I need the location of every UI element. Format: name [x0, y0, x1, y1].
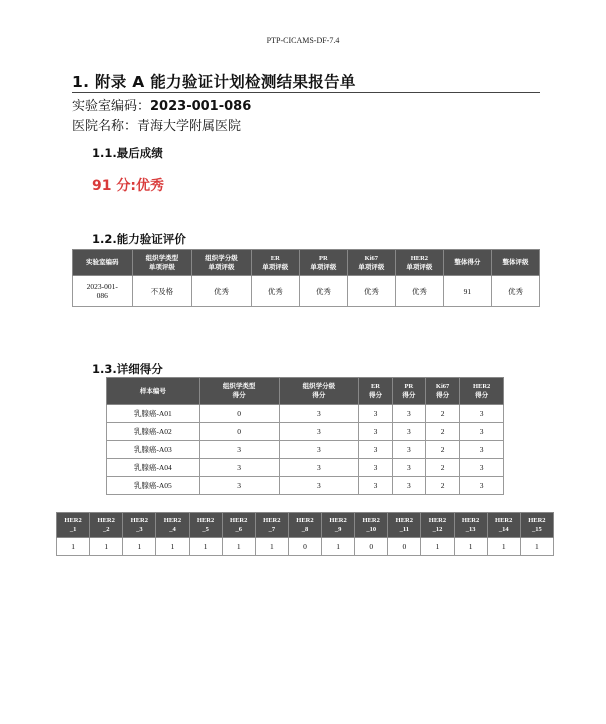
her2-value-cell-15: 1: [520, 538, 553, 556]
her2-value-cell-3: 1: [123, 538, 156, 556]
evaluation-cell-1: 不及格: [132, 276, 192, 307]
detail-cell-0-6: 3: [460, 405, 504, 423]
her2-header-cell-14: HER2 _14: [487, 513, 520, 538]
detail-cell-2-5: 2: [426, 441, 460, 459]
detail-row: [107, 405, 504, 423]
evaluation-header-cell-4: PR 单项评级: [299, 250, 347, 276]
her2-header-cell-3: HER2 _3: [123, 513, 156, 538]
her2-value-cell-13: 1: [454, 538, 487, 556]
her2-header-cell-15: HER2 _15: [520, 513, 553, 538]
detail-cell-2-2: 3: [279, 441, 359, 459]
her2-header-cell-4: HER2 _4: [156, 513, 189, 538]
detail-header-cell-6: HER2 得分: [460, 378, 504, 405]
her2-value-cell-10: 0: [355, 538, 388, 556]
evaluation-cell-8: 优秀: [491, 276, 539, 307]
detail-cell-1-0: 乳腺癌-A02: [107, 423, 200, 441]
her2-value-cell-6: 1: [222, 538, 255, 556]
her2-header-cell-11: HER2 _11: [388, 513, 421, 538]
detail-cell-1-2: 3: [279, 423, 359, 441]
her2-value-cell-4: 1: [156, 538, 189, 556]
her2-value-cell-12: 1: [421, 538, 454, 556]
detail-header-cell-1: 组织学类型 得分: [199, 378, 279, 405]
her2-header-row: [57, 513, 554, 538]
detail-cell-0-4: 3: [392, 405, 425, 423]
detail-cell-4-1: 3: [199, 477, 279, 495]
evaluation-header-row: [73, 250, 540, 276]
her2-header-cell-5: HER2 _5: [189, 513, 222, 538]
her2-value-cell-11: 0: [388, 538, 421, 556]
detail-cell-0-1: 0: [199, 405, 279, 423]
detail-cell-4-4: 3: [392, 477, 425, 495]
detail-cell-0-0: 乳腺癌-A01: [107, 405, 200, 423]
detail-header-cell-0: 样本编号: [107, 378, 200, 405]
hospital-value: 青海大学附属医院: [137, 119, 242, 134]
detail-row: [107, 423, 504, 441]
her2-header-cell-13: HER2 _13: [454, 513, 487, 538]
evaluation-cell-2: 优秀: [192, 276, 252, 307]
detail-cell-2-1: 3: [199, 441, 279, 459]
evaluation-header-cell-5: Ki67 单项评级: [347, 250, 395, 276]
detail-header-cell-3: ER 得分: [359, 378, 392, 405]
her2-header-cell-6: HER2 _6: [222, 513, 255, 538]
section-detail-heading: 1.3.详细得分: [92, 362, 163, 376]
detail-row: [107, 459, 504, 477]
detail-cell-4-5: 2: [426, 477, 460, 495]
detail-cell-3-1: 3: [199, 459, 279, 477]
detail-cell-1-4: 3: [392, 423, 425, 441]
evaluation-header-cell-7: 整体得分: [443, 250, 491, 276]
her2-header-cell-2: HER2 _2: [90, 513, 123, 538]
evaluation-cell-5: 优秀: [347, 276, 395, 307]
detail-cell-3-6: 3: [460, 459, 504, 477]
evaluation-header-cell-3: ER 单项评级: [251, 250, 299, 276]
lab-code-line: [72, 95, 251, 114]
evaluation-cell-7: 91: [443, 276, 491, 307]
page-title: 1. 附录 A 能力验证计划检测结果报告单: [72, 73, 356, 91]
her2-header-cell-12: HER2 _12: [421, 513, 454, 538]
detail-cell-3-4: 3: [392, 459, 425, 477]
her2-score-table: [56, 512, 554, 556]
detail-score-table: [106, 377, 504, 495]
evaluation-header-cell-1: 组织学类型 单项评级: [132, 250, 192, 276]
evaluation-header-cell-6: HER2 单项评级: [395, 250, 443, 276]
hospital-label: 医院名称：: [72, 119, 138, 134]
section-final-heading: 1.1.最后成绩: [92, 146, 163, 160]
evaluation-row: [73, 276, 540, 307]
detail-cell-4-2: 3: [279, 477, 359, 495]
detail-header-cell-5: Ki67 得分: [426, 378, 460, 405]
her2-value-cell-7: 1: [255, 538, 288, 556]
evaluation-cell-6: 优秀: [395, 276, 443, 307]
evaluation-header-cell-8: 整体评级: [491, 250, 539, 276]
detail-row: [107, 477, 504, 495]
her2-value-row: [57, 538, 554, 556]
her2-header-cell-1: HER2 _1: [57, 513, 90, 538]
evaluation-header-cell-2: 组织学分级 单项评级: [192, 250, 252, 276]
final-score: 91 分:优秀: [92, 178, 164, 194]
lab-code-label: 实验室编码：: [72, 99, 151, 114]
lab-code-value: 2023-001-086: [150, 99, 252, 114]
detail-cell-2-0: 乳腺癌-A03: [107, 441, 200, 459]
detail-row: [107, 441, 504, 459]
title-divider: [72, 92, 540, 93]
detail-cell-1-3: 3: [359, 423, 392, 441]
her2-value-cell-9: 1: [322, 538, 355, 556]
detail-cell-2-4: 3: [392, 441, 425, 459]
detail-cell-3-0: 乳腺癌-A04: [107, 459, 200, 477]
evaluation-cell-4: 优秀: [299, 276, 347, 307]
detail-cell-1-1: 0: [199, 423, 279, 441]
her2-value-cell-2: 1: [90, 538, 123, 556]
her2-value-cell-5: 1: [189, 538, 222, 556]
detail-cell-1-5: 2: [426, 423, 460, 441]
her2-value-cell-14: 1: [487, 538, 520, 556]
her2-value-cell-8: 0: [288, 538, 321, 556]
her2-header-cell-8: HER2 _8: [288, 513, 321, 538]
section-eval-heading: 1.2.能力验证评价: [92, 232, 186, 246]
detail-cell-4-3: 3: [359, 477, 392, 495]
detail-cell-3-2: 3: [279, 459, 359, 477]
detail-cell-0-5: 2: [426, 405, 460, 423]
her2-header-cell-10: HER2 _10: [355, 513, 388, 538]
detail-cell-0-2: 3: [279, 405, 359, 423]
her2-value-cell-1: 1: [57, 538, 90, 556]
evaluation-cell-3: 优秀: [251, 276, 299, 307]
detail-header-cell-2: 组织学分级 得分: [279, 378, 359, 405]
evaluation-table: [72, 249, 540, 307]
detail-cell-4-6: 3: [460, 477, 504, 495]
her2-header-cell-9: HER2 _9: [322, 513, 355, 538]
detail-cell-1-6: 3: [460, 423, 504, 441]
detail-cell-3-5: 2: [426, 459, 460, 477]
detail-cell-0-3: 3: [359, 405, 392, 423]
detail-cell-2-3: 3: [359, 441, 392, 459]
evaluation-cell-0: 2023-001- 086: [73, 276, 133, 307]
hospital-line: [72, 115, 241, 134]
detail-cell-2-6: 3: [460, 441, 504, 459]
detail-cell-4-0: 乳腺癌-A05: [107, 477, 200, 495]
detail-header-cell-4: PR 得分: [392, 378, 425, 405]
document-code: PTP-CICAMS-DF-7.4: [266, 36, 340, 45]
detail-header-row: [107, 378, 504, 405]
her2-header-cell-7: HER2 _7: [255, 513, 288, 538]
evaluation-header-cell-0: 实验室编码: [73, 250, 133, 276]
detail-cell-3-3: 3: [359, 459, 392, 477]
